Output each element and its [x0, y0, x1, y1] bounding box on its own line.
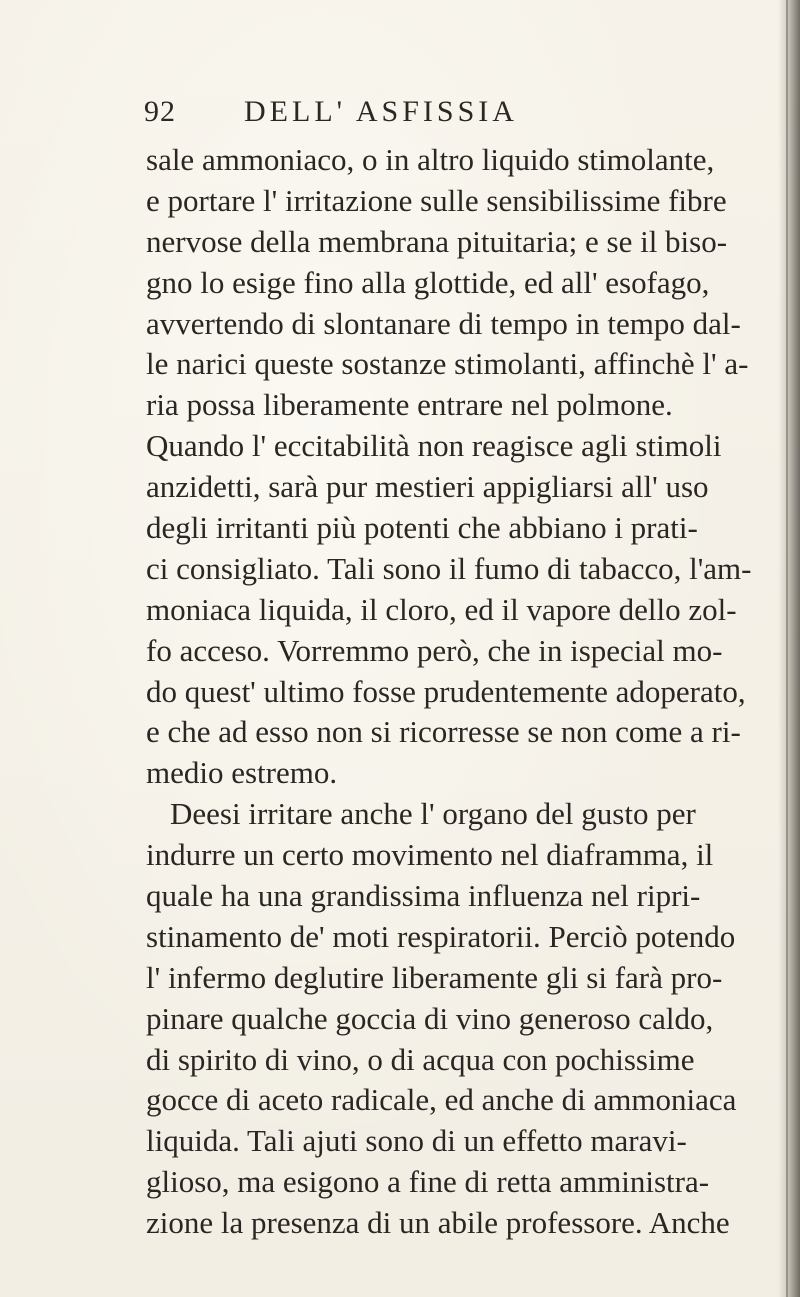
text-line: zione la presenza di un abile professore. Anche — [146, 1205, 730, 1241]
page-header — [144, 95, 664, 135]
text-line: stinamento de' moti respiratorii. Perciò potendo — [146, 918, 736, 954]
text-line: ria possa liberamente entrare nel polmone. — [146, 387, 673, 423]
page-edge-shadow — [778, 0, 800, 1297]
text-line: e portare l' irritazione sulle sensibilissime fibre — [146, 182, 727, 218]
text-line: Quando l' eccitabilità non reagisce agli stimoli — [146, 428, 722, 464]
text-line: moniaca liquida, il cloro, ed il vapore dello zol- — [146, 591, 737, 627]
text-line: l' infermo deglutire liberamente gli si farà pro- — [146, 959, 723, 995]
text-line: degli irritanti più potenti che abbiano i prati- — [146, 510, 698, 546]
text-line: fo acceso. Vorremmo però, che in ispecial mo- — [146, 632, 723, 668]
text-line: indurre un certo movimento nel diaframma, il — [146, 837, 714, 873]
text-line: quale ha una grandissima influenza nel ripri- — [146, 878, 701, 914]
text-line: pinare qualche goccia di vino generoso caldo, — [146, 1000, 714, 1036]
text-line: le narici queste sostanze stimolanti, affinchè l' a- — [146, 346, 749, 382]
text-line: avvertendo di slontanare di tempo in tempo dal- — [146, 305, 741, 341]
text-line: do quest' ultimo fosse prudentemente adoperato, — [146, 673, 746, 709]
text-line: liquida. Tali ajuti sono di un effetto maravi- — [146, 1123, 687, 1159]
page-number: 92 — [144, 95, 176, 128]
text-line: nervose della membrana pituitaria; e se il biso- — [146, 223, 728, 259]
text-line: e che ad esso non si ricorresse se non come a ri- — [146, 714, 741, 750]
body-text — [146, 140, 752, 1244]
text-line: gno lo esige fino alla glottide, ed all' esofago, — [146, 264, 710, 300]
running-head: DELL' ASFISSIA — [244, 95, 518, 128]
text-line: gocce di aceto radicale, ed anche di ammoniaca — [146, 1082, 737, 1118]
text-line: ci consigliato. Tali sono il fumo di tabacco, l'am- — [146, 550, 752, 586]
text-line: glioso, ma esigono a fine di retta amministra- — [146, 1164, 710, 1200]
text-line: medio estremo. — [146, 755, 338, 791]
text-line: Deesi irritare anche l' organo del gusto per — [170, 796, 696, 832]
text-line: anzidetti, sarà pur mestieri appigliarsi all' uso — [146, 469, 709, 505]
page-edge-line — [786, 0, 788, 1297]
text-line: sale ammoniaco, o in altro liquido stimolante, — [146, 142, 715, 177]
text-line: di spirito di vino, o di acqua con pochissime — [146, 1041, 695, 1077]
